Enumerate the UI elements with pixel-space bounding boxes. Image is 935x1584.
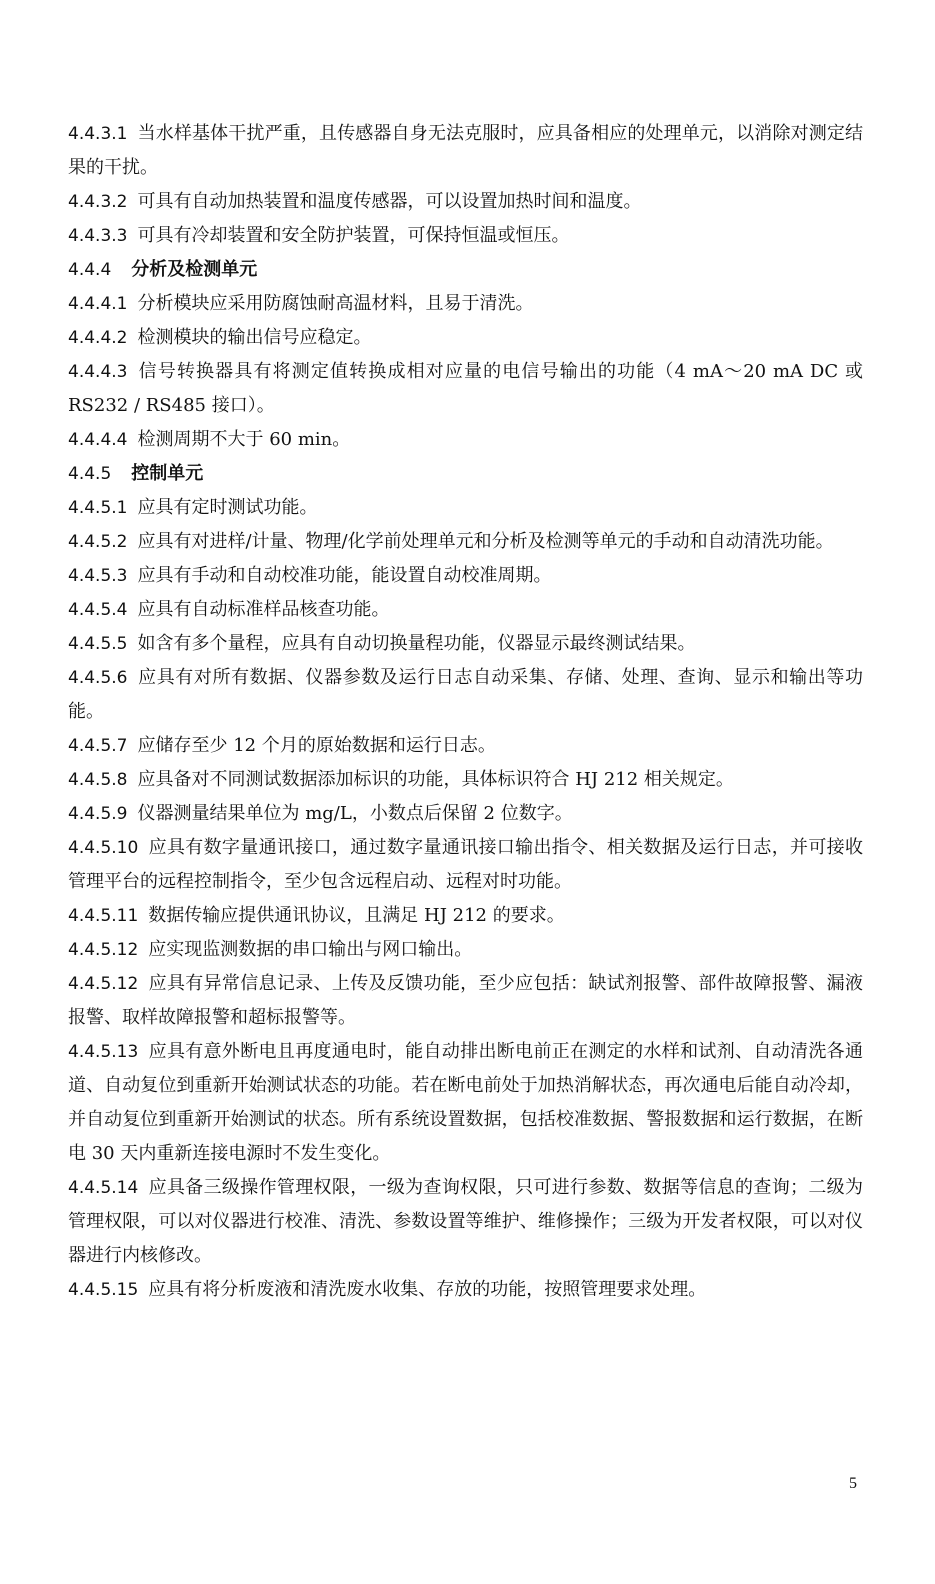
- section-heading-text: 分析及检测单元: [131, 259, 258, 280]
- clause-number: 4.4.5.14: [68, 1178, 139, 1198]
- clause-text: 应具有数字量通讯接口，通过数字量通讯接口输出指令、相关数据及运行日志，并可接收管理平台的远程控制指令，至少包含远程启动、远程对时功能。: [68, 837, 863, 892]
- section-heading-text: 控制单元: [131, 463, 204, 484]
- clause-paragraph: [68, 185, 863, 219]
- clause-number: 4.4.5.7: [68, 736, 128, 756]
- clause-paragraph: [68, 967, 863, 1035]
- clause-text: 应实现监测数据的串口输出与网口输出。: [148, 939, 473, 960]
- clause-text: 如含有多个量程，应具有自动切换量程功能，仪器显示最终测试结果。: [137, 633, 696, 654]
- clause-paragraph: [68, 661, 863, 729]
- section-heading: [68, 253, 863, 287]
- clause-number: 4.4.5.12: [68, 940, 139, 960]
- clause-number: 4.4.4.2: [68, 328, 128, 348]
- clause-paragraph: [68, 729, 863, 763]
- clause-number: 4.4.3.3: [68, 226, 128, 246]
- clause-text: 应具有定时测试功能。: [137, 497, 318, 518]
- page-number: 5: [849, 1475, 857, 1492]
- clause-paragraph: [68, 933, 863, 967]
- clause-number: 4.4.5.3: [68, 566, 128, 586]
- clause-paragraph: [68, 831, 863, 899]
- section-heading: [68, 457, 863, 491]
- clause-paragraph: [68, 899, 863, 933]
- clause-paragraph: [68, 355, 863, 423]
- clause-text: 可具有自动加热装置和温度传感器，可以设置加热时间和温度。: [137, 191, 642, 212]
- clause-number: 4.4.3.2: [68, 192, 128, 212]
- clause-text: 应具有意外断电且再度通电时，能自动排出断电前正在测定的水样和试剂、自动清洗各通道、自动复位到重新开始测试状态的功能。若在断电前处于加热消解状态，再次通电后能自动冷却，并自动复位到重新开始测试的状态。所有系统设置数据，包括校准数据、警报数据和运行数据，在断电 30 天内重新连接电源时不发生变化。: [68, 1041, 863, 1164]
- clause-paragraph: [68, 1273, 863, 1307]
- clause-number: 4.4.4.4: [68, 430, 128, 450]
- clause-number: 4.4.5.9: [68, 804, 128, 824]
- clause-text: 应具有异常信息记录、上传及反馈功能，至少应包括：缺试剂报警、部件故障报警、漏液报警、取样故障报警和超标报警等。: [68, 973, 863, 1028]
- clause-number: 4.4.5.11: [68, 906, 139, 926]
- clause-paragraph: [68, 117, 863, 185]
- clause-number: 4.4.5.6: [68, 668, 128, 688]
- clause-text: 信号转换器具有将测定值转换成相对应量的电信号输出的功能（4 mA～20 mA DC 或 RS232 / RS485 接口）。: [68, 361, 863, 416]
- clause-paragraph: [68, 627, 863, 661]
- clause-paragraph: [68, 287, 863, 321]
- clause-paragraph: [68, 1035, 863, 1171]
- clause-number: 4.4.4: [68, 260, 112, 280]
- clause-paragraph: [68, 1171, 863, 1273]
- clause-number: 4.4.5: [68, 464, 112, 484]
- clause-paragraph: [68, 423, 863, 457]
- clause-text: 检测周期不大于 60 min。: [137, 429, 351, 450]
- clause-paragraph: [68, 797, 863, 831]
- clause-text: 数据传输应提供通讯协议，且满足 HJ 212 的要求。: [148, 905, 565, 926]
- clause-text: 应具备三级操作管理权限，一级为查询权限，只可进行参数、数据等信息的查询；二级为管理权限，可以对仪器进行校准、清洗、参数设置等维护、维修操作；三级为开发者权限，可以对仪器进行内核修改。: [68, 1177, 863, 1266]
- clause-text: 检测模块的输出信号应稳定。: [137, 327, 372, 348]
- clause-paragraph: [68, 763, 863, 797]
- clause-number: 4.4.5.5: [68, 634, 128, 654]
- clause-number: 4.4.5.1: [68, 498, 128, 518]
- clause-number: 4.4.4.3: [68, 362, 128, 382]
- clause-text: 应储存至少 12 个月的原始数据和运行日志。: [137, 735, 496, 756]
- clause-text: 应具有将分析废液和清洗废水收集、存放的功能，按照管理要求处理。: [148, 1279, 707, 1300]
- clause-text: 应具有手动和自动校准功能，能设置自动校准周期。: [137, 565, 552, 586]
- clause-number: 4.4.5.15: [68, 1280, 139, 1300]
- clause-text: 当水样基体干扰严重，且传感器自身无法克服时，应具备相应的处理单元，以消除对测定结果的干扰。: [68, 123, 863, 178]
- clause-number: 4.4.3.1: [68, 124, 128, 144]
- clause-text: 仪器测量结果单位为 mg/L，小数点后保留 2 位数字。: [137, 803, 573, 824]
- clause-number: 4.4.5.10: [68, 838, 139, 858]
- clause-text: 应具有自动标准样品核查功能。: [137, 599, 390, 620]
- clause-number: 4.4.5.12: [68, 974, 139, 994]
- clause-text: 应具有对进样/计量、物理/化学前处理单元和分析及检测等单元的手动和自动清洗功能。: [137, 531, 834, 552]
- clause-number: 4.4.4.1: [68, 294, 128, 314]
- clause-text: 应具有对所有数据、仪器参数及运行日志自动采集、存储、处理、查询、显示和输出等功能。: [68, 667, 863, 722]
- clause-number: 4.4.5.4: [68, 600, 128, 620]
- clause-paragraph: [68, 321, 863, 355]
- clause-paragraph: [68, 219, 863, 253]
- clause-paragraph: [68, 525, 863, 559]
- clause-number: 4.4.5.2: [68, 532, 128, 552]
- clause-number: 4.4.5.13: [68, 1042, 139, 1062]
- document-body: [68, 117, 863, 1307]
- clause-paragraph: [68, 491, 863, 525]
- clause-text: 分析模块应采用防腐蚀耐高温材料，且易于清洗。: [137, 293, 534, 314]
- clause-number: 4.4.5.8: [68, 770, 128, 790]
- clause-text: 可具有冷却装置和安全防护装置，可保持恒温或恒压。: [137, 225, 570, 246]
- clause-text: 应具备对不同测试数据添加标识的功能，具体标识符合 HJ 212 相关规定。: [137, 769, 734, 790]
- clause-paragraph: [68, 593, 863, 627]
- clause-paragraph: [68, 559, 863, 593]
